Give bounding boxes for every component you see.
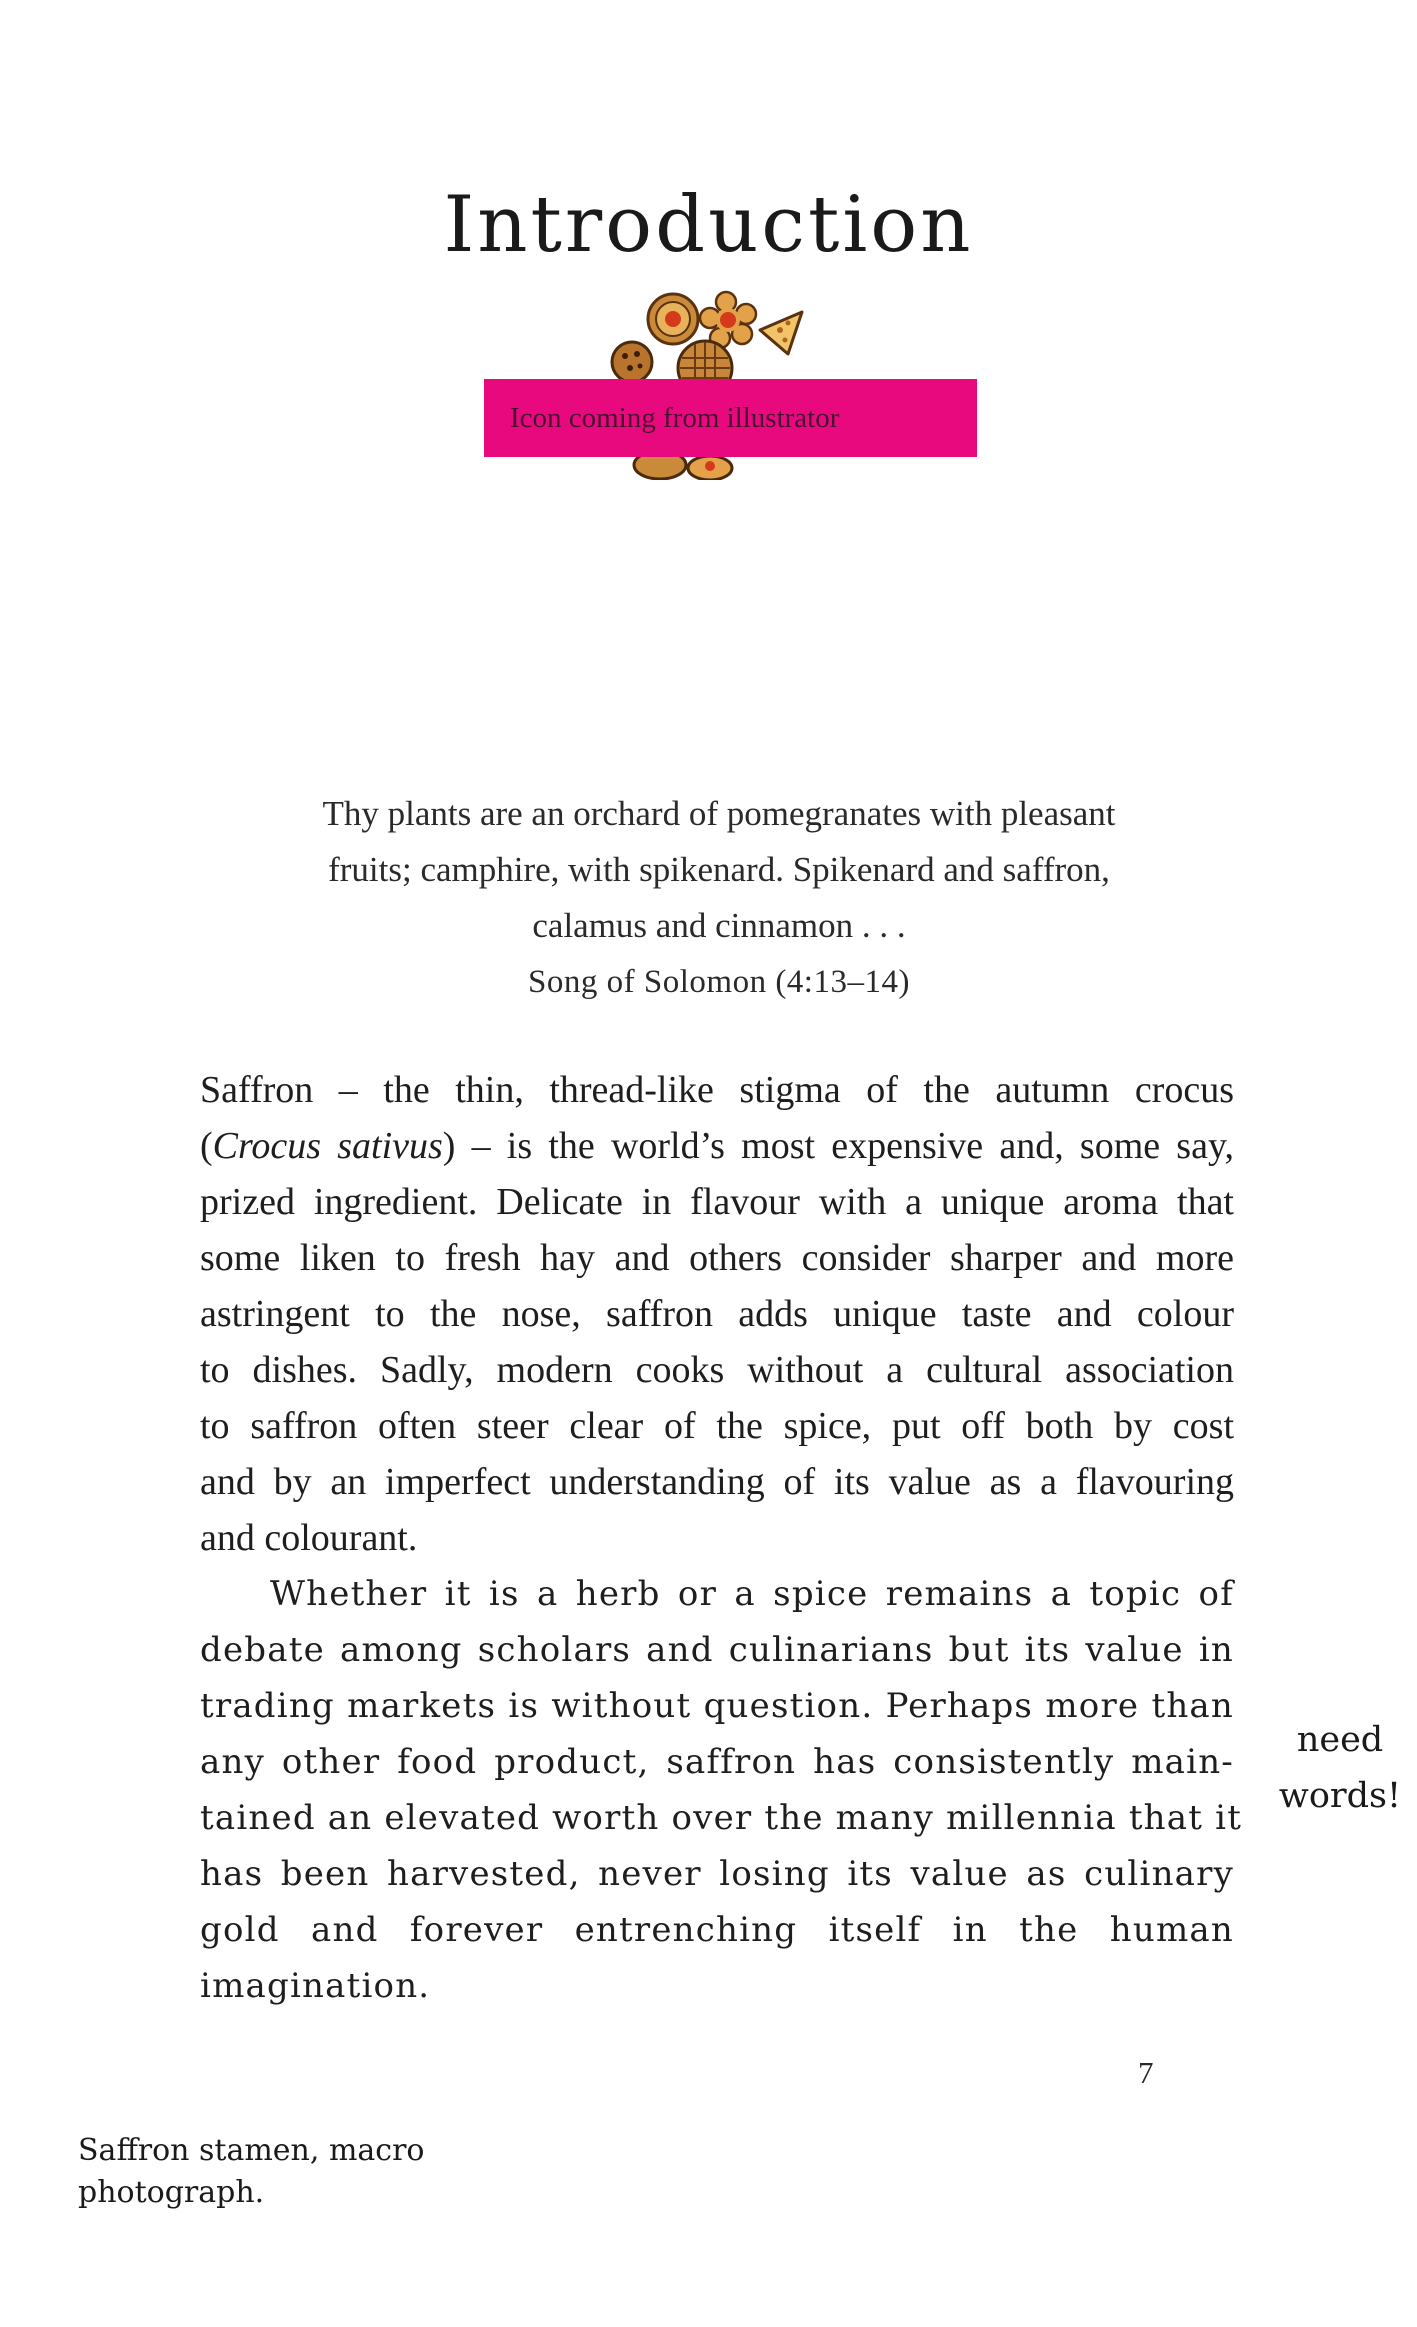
- margin-note: [1270, 1712, 1410, 1824]
- icon-placeholder-text: Icon coming from illustrator: [510, 401, 840, 434]
- body-line: debate among scholars and culinarians but its value in: [200, 1630, 1234, 1670]
- chip-cookie-icon: [612, 342, 652, 382]
- body-line: tained an elevated worth over the many millennia that it: [200, 1798, 1243, 1838]
- icon-placeholder-box: [484, 379, 977, 457]
- epigraph: [0, 786, 1417, 1010]
- body-line: gold and forever entrenching itself in the human: [200, 1910, 1234, 1950]
- epigraph-line: calamus and cinnamon . . .: [532, 906, 906, 945]
- botanical-name: Crocus sativus: [212, 1125, 443, 1167]
- body-line: [200, 1118, 1234, 1174]
- body-line: and colourant.: [200, 1517, 418, 1559]
- paragraph-1: [200, 1062, 1234, 1566]
- epigraph-line: fruits; camphire, with spikenard. Spikenard and saffron,: [328, 850, 1110, 889]
- caption-line: photograph.: [78, 2175, 265, 2210]
- margin-note-line: words!: [1278, 1776, 1402, 1816]
- body-line: Saffron – the thin, thread-like stigma of the autumn crocus: [200, 1069, 1234, 1111]
- figure-caption: [78, 2130, 424, 2214]
- body-line: astringent to the nose, saffron adds unique taste and colour: [200, 1293, 1234, 1335]
- body-line: prized ingredient. Delicate in flavour with a unique aroma that: [200, 1181, 1234, 1223]
- caption-line: Saffron stamen, macro: [78, 2133, 425, 2168]
- body-line: has been harvested, never losing its value as culinary: [200, 1854, 1234, 1894]
- body-line: trading markets is without question. Perhaps more than: [200, 1686, 1234, 1726]
- body-line: to dishes. Sadly, modern cooks without a cultural association: [200, 1349, 1234, 1391]
- body-line: some liken to fresh hay and others consider sharper and more: [200, 1237, 1234, 1279]
- body-line: Whether it is a herb or a spice remains a topic of: [270, 1574, 1234, 1614]
- page-number: 7: [1138, 2055, 1154, 2090]
- line-continuation: ) – is the world’s most expensive and, some say,: [442, 1125, 1234, 1167]
- paragraph-2: [200, 1566, 1243, 2014]
- epigraph-source: Song of Solomon (4:13–14): [528, 964, 910, 1000]
- page-title: Introduction: [443, 180, 974, 270]
- flower-cookie-icon: [700, 292, 756, 348]
- body-line: to saffron often steer clear of the spice, put off both by cost: [200, 1405, 1234, 1447]
- margin-note-line: need: [1296, 1720, 1384, 1760]
- body-line: and by an imperfect understanding of its value as a flavouring: [200, 1461, 1234, 1503]
- body-text: [200, 1062, 1243, 2014]
- paren-open: (: [200, 1125, 213, 1167]
- body-line: any other food product, saffron has consistently main-: [200, 1742, 1234, 1782]
- round-cookie-icon: [648, 294, 698, 344]
- body-line: imagination.: [200, 1966, 431, 2006]
- epigraph-line: Thy plants are an orchard of pomegranates with pleasant: [322, 794, 1116, 833]
- wedge-cookie-icon: [760, 312, 802, 354]
